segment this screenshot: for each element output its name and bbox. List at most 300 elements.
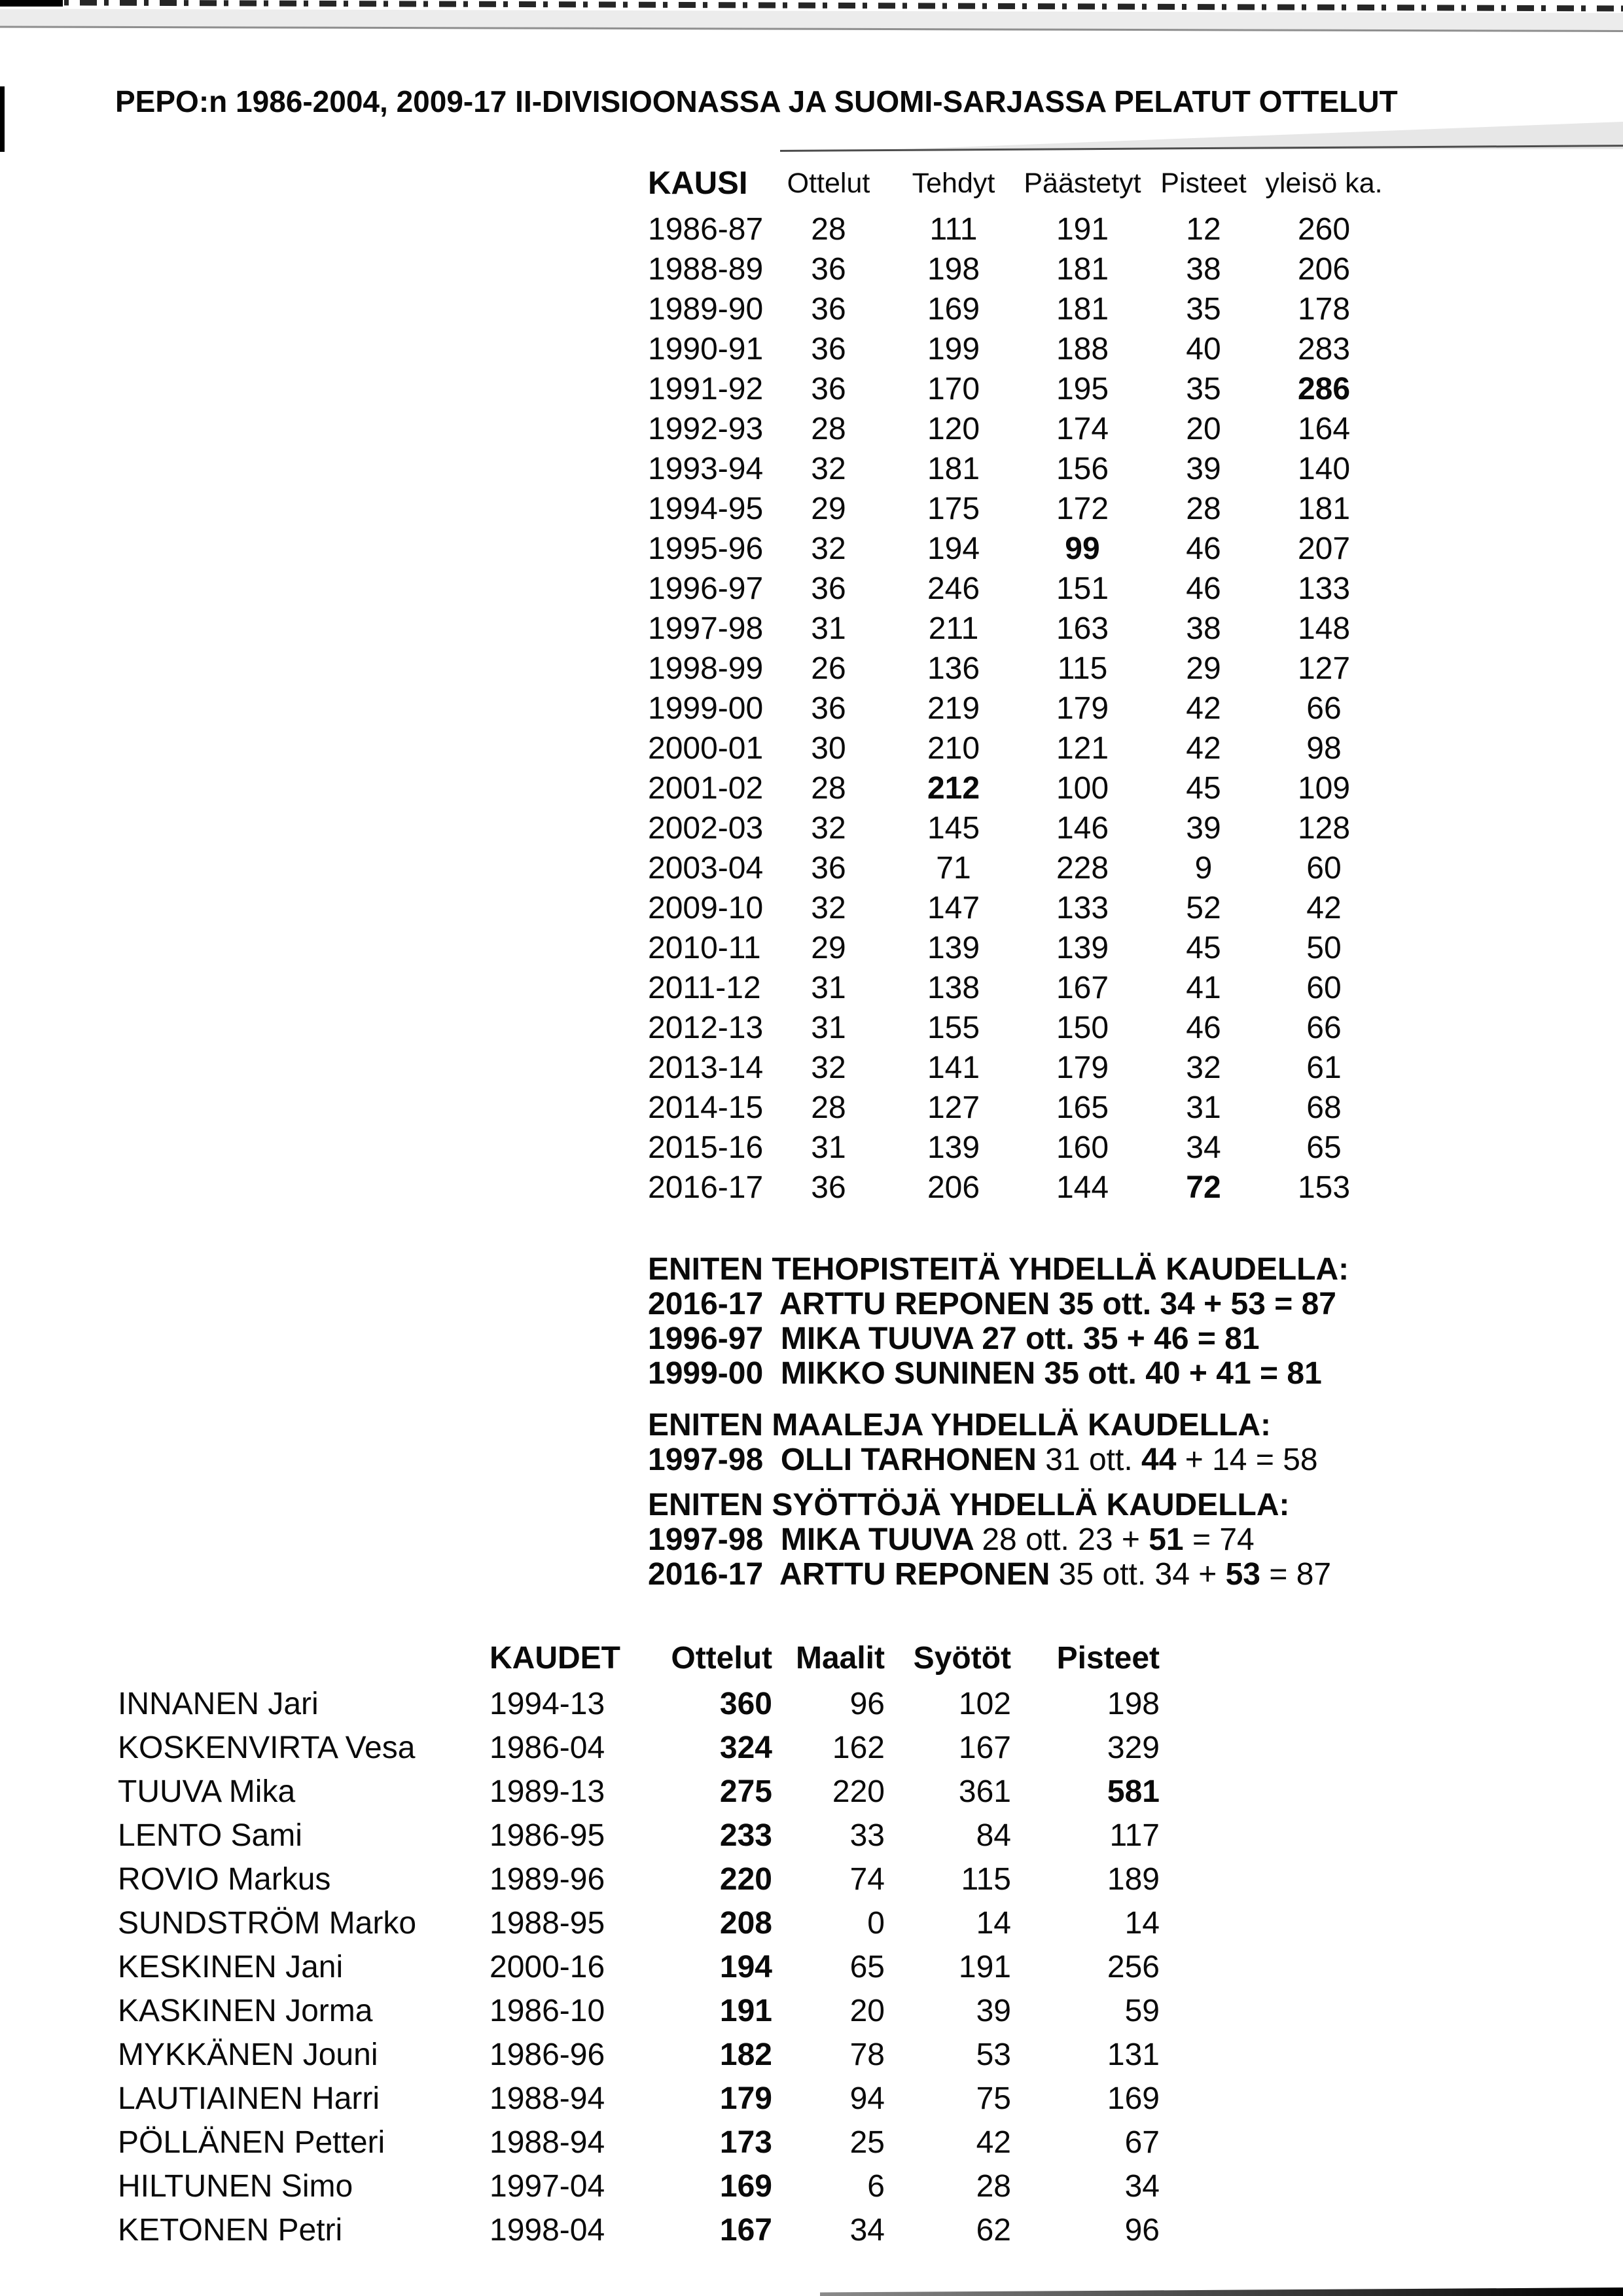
cell-pisteet: 52 bbox=[1186, 891, 1221, 925]
cell-tehdyt: 198 bbox=[927, 252, 980, 287]
cell-ottelut: 32 bbox=[811, 452, 846, 486]
career-row bbox=[118, 2164, 1160, 2208]
col-header-pisteet: Pisteet bbox=[1160, 168, 1247, 199]
cell-tehdyt: 155 bbox=[927, 1011, 980, 1045]
cell-pisteet: 38 bbox=[1186, 252, 1221, 287]
cell-pisteet: 38 bbox=[1186, 611, 1221, 646]
career-table-body bbox=[118, 1682, 1160, 2252]
section-syotot bbox=[648, 1488, 1349, 1592]
career-row bbox=[118, 2033, 1160, 2077]
record-line bbox=[648, 1287, 1349, 1321]
text-segment: 28 ott. 23 + bbox=[982, 1522, 1149, 1557]
cell-paastetyt: 165 bbox=[1056, 1090, 1109, 1125]
season-row bbox=[648, 409, 1390, 449]
season-row bbox=[648, 329, 1390, 369]
cell-ottelut: 36 bbox=[811, 372, 846, 406]
section-tehopisteet bbox=[648, 1252, 1349, 1391]
cell-pisteet: 14 bbox=[1124, 1906, 1160, 1941]
cell-pisteet: 169 bbox=[1107, 2081, 1160, 2116]
cell-paastetyt: 146 bbox=[1056, 811, 1109, 846]
career-table-header bbox=[118, 1635, 1160, 1682]
text-segment: 53 bbox=[1225, 1557, 1260, 1592]
cell-tehdyt: 71 bbox=[936, 851, 971, 886]
cell-tehdyt: 219 bbox=[927, 691, 980, 726]
cell-pisteet: 581 bbox=[1107, 1774, 1160, 1809]
cell-kaudet: 1989-13 bbox=[490, 1774, 605, 1809]
cell-kausi: 1995-96 bbox=[648, 531, 764, 566]
cell-paastetyt: 179 bbox=[1056, 1050, 1109, 1085]
career-row bbox=[118, 1901, 1160, 1945]
cell-maalit: 33 bbox=[849, 1818, 885, 1853]
cell-ottelut: 179 bbox=[719, 2081, 772, 2116]
career-table bbox=[118, 1635, 1160, 2252]
cell-ottelut: 26 bbox=[811, 651, 846, 686]
cell-name: SUNDSTRÖM Marko bbox=[118, 1906, 417, 1941]
cell-yleiso: 164 bbox=[1297, 412, 1351, 446]
cell-ottelut: 208 bbox=[719, 1906, 772, 1941]
cell-maalit: 20 bbox=[849, 1994, 885, 2028]
cell-ottelut: 173 bbox=[719, 2125, 772, 2160]
cell-yleiso: 127 bbox=[1297, 651, 1351, 686]
career-row bbox=[118, 1814, 1160, 1857]
cell-pisteet: 131 bbox=[1107, 2037, 1160, 2072]
cell-pisteet: 96 bbox=[1124, 2213, 1160, 2248]
cell-tehdyt: 138 bbox=[927, 971, 980, 1005]
cell-paastetyt: 150 bbox=[1056, 1011, 1109, 1045]
record-line bbox=[648, 1356, 1349, 1391]
cell-syotot: 75 bbox=[976, 2081, 1011, 2116]
page-title: PEPO:n 1986-2004, 2009-17 II-DIVISIOONASSA JA SUOMI-SARJASSA PELATUT OTTELUT bbox=[115, 84, 1398, 118]
cell-ottelut: 29 bbox=[811, 492, 846, 526]
cell-ottelut: 28 bbox=[811, 1090, 846, 1125]
cell-tehdyt: 175 bbox=[927, 492, 980, 526]
season-table bbox=[648, 157, 1390, 1208]
cell-paastetyt: 133 bbox=[1056, 891, 1109, 925]
season-row bbox=[648, 968, 1390, 1008]
cell-kaudet: 1988-95 bbox=[490, 1906, 605, 1941]
text-segment: = 87 bbox=[1260, 1557, 1332, 1592]
cell-paastetyt: 160 bbox=[1056, 1130, 1109, 1165]
season-row bbox=[648, 369, 1390, 409]
cell-pisteet: 40 bbox=[1186, 332, 1221, 367]
cell-tehdyt: 181 bbox=[927, 452, 980, 486]
cell-syotot: 84 bbox=[976, 1818, 1011, 1853]
cell-ottelut: 32 bbox=[811, 811, 846, 846]
cell-kaudet: 1988-94 bbox=[490, 2125, 605, 2160]
text-segment: 31 ott. bbox=[1045, 1443, 1142, 1477]
section-lines bbox=[648, 1287, 1349, 1391]
cell-kausi: 2011-12 bbox=[648, 971, 761, 1005]
cell-ottelut: 28 bbox=[811, 212, 846, 247]
section-heading: ENITEN MAALEJA YHDELLÄ KAUDELLA: bbox=[648, 1408, 1272, 1443]
cell-name: TUUVA Mika bbox=[118, 1774, 296, 1809]
cell-tehdyt: 194 bbox=[927, 531, 980, 566]
cell-yleiso: 66 bbox=[1306, 1011, 1342, 1045]
cell-tehdyt: 120 bbox=[927, 412, 980, 446]
cell-yleiso: 153 bbox=[1297, 1170, 1351, 1205]
season-table-body bbox=[648, 209, 1390, 1208]
text-segment: 1997-98 OLLI TARHONEN bbox=[648, 1443, 1046, 1477]
season-row bbox=[648, 609, 1390, 649]
cell-yleiso: 140 bbox=[1297, 452, 1351, 486]
cell-kausi: 1989-90 bbox=[648, 292, 764, 327]
cell-pisteet: 42 bbox=[1186, 731, 1221, 766]
cell-pisteet: 28 bbox=[1186, 492, 1221, 526]
cell-name: MYKKÄNEN Jouni bbox=[118, 2037, 378, 2072]
cell-yleiso: 133 bbox=[1297, 571, 1351, 606]
season-row bbox=[648, 689, 1390, 728]
cell-maalit: 220 bbox=[832, 1774, 885, 1809]
cell-ottelut: 31 bbox=[811, 1011, 846, 1045]
col-header-syotot: Syötöt bbox=[913, 1641, 1011, 1676]
career-row bbox=[118, 1989, 1160, 2033]
record-sections bbox=[648, 1252, 1349, 1592]
cell-kausi: 2016-17 bbox=[648, 1170, 764, 1205]
cell-yleiso: 181 bbox=[1297, 492, 1351, 526]
cell-tehdyt: 170 bbox=[927, 372, 980, 406]
cell-ottelut: 36 bbox=[811, 252, 846, 287]
season-row bbox=[648, 209, 1390, 249]
cell-yleiso: 98 bbox=[1306, 731, 1342, 766]
scan-artifact-left-bar bbox=[0, 86, 5, 152]
cell-paastetyt: 188 bbox=[1056, 332, 1109, 367]
cell-ottelut: 191 bbox=[719, 1994, 772, 2028]
cell-syotot: 191 bbox=[958, 1950, 1011, 1984]
career-row bbox=[118, 2077, 1160, 2121]
text-segment: 44 bbox=[1141, 1443, 1177, 1477]
season-row bbox=[648, 848, 1390, 888]
text-segment: 1997-98 MIKA TUUVA bbox=[648, 1522, 982, 1557]
cell-kausi: 1991-92 bbox=[648, 372, 764, 406]
cell-ottelut: 194 bbox=[719, 1950, 772, 1984]
col-header-maalit: Maalit bbox=[795, 1641, 885, 1676]
cell-name: KASKINEN Jorma bbox=[118, 1994, 373, 2028]
cell-ottelut: 360 bbox=[719, 1687, 772, 1721]
season-row bbox=[648, 489, 1390, 529]
cell-paastetyt: 139 bbox=[1056, 931, 1109, 965]
cell-ottelut: 36 bbox=[811, 1170, 846, 1205]
season-row bbox=[648, 808, 1390, 848]
cell-pisteet: 45 bbox=[1186, 771, 1221, 806]
cell-tehdyt: 147 bbox=[927, 891, 980, 925]
text-segment: 1996-97 MIKA TUUVA 27 ott. 35 + 46 = 81 bbox=[648, 1321, 1260, 1356]
cell-pisteet: 35 bbox=[1186, 292, 1221, 327]
cell-ottelut: 29 bbox=[811, 931, 846, 965]
cell-paastetyt: 228 bbox=[1056, 851, 1109, 886]
career-row bbox=[118, 1682, 1160, 1726]
cell-yleiso: 178 bbox=[1297, 292, 1351, 327]
career-row bbox=[118, 1770, 1160, 1814]
cell-tehdyt: 136 bbox=[927, 651, 980, 686]
cell-tehdyt: 145 bbox=[927, 811, 980, 846]
cell-tehdyt: 169 bbox=[927, 292, 980, 327]
cell-pisteet: 46 bbox=[1186, 571, 1221, 606]
cell-pisteet: 34 bbox=[1124, 2169, 1160, 2204]
cell-ottelut: 36 bbox=[811, 332, 846, 367]
text-segment: 35 ott. 34 + bbox=[1058, 1557, 1226, 1592]
cell-kausi: 1988-89 bbox=[648, 252, 764, 287]
cell-yleiso: 42 bbox=[1306, 891, 1342, 925]
cell-paastetyt: 172 bbox=[1056, 492, 1109, 526]
col-header-empty bbox=[118, 1635, 490, 1682]
section-lines bbox=[648, 1443, 1349, 1477]
cell-kaudet: 1998-04 bbox=[490, 2213, 605, 2248]
season-row bbox=[648, 449, 1390, 489]
season-row bbox=[648, 249, 1390, 289]
cell-ottelut: 28 bbox=[811, 771, 846, 806]
cell-kausi: 2013-14 bbox=[648, 1050, 764, 1085]
cell-ottelut: 169 bbox=[719, 2169, 772, 2204]
cell-pisteet: 31 bbox=[1186, 1090, 1221, 1125]
cell-syotot: 28 bbox=[976, 2169, 1011, 2204]
cell-kausi: 2000-01 bbox=[648, 731, 764, 766]
cell-paastetyt: 179 bbox=[1056, 691, 1109, 726]
record-line bbox=[648, 1522, 1349, 1557]
cell-maalit: 0 bbox=[867, 1906, 885, 1941]
cell-maalit: 78 bbox=[849, 2037, 885, 2072]
col-header-ottelut: Ottelut bbox=[787, 168, 870, 199]
cell-tehdyt: 141 bbox=[927, 1050, 980, 1085]
cell-pisteet: 59 bbox=[1124, 1994, 1160, 2028]
cell-paastetyt: 115 bbox=[1057, 651, 1108, 686]
cell-yleiso: 148 bbox=[1297, 611, 1351, 646]
cell-paastetyt: 181 bbox=[1056, 252, 1109, 287]
cell-name: INNANEN Jari bbox=[118, 1687, 319, 1721]
cell-syotot: 53 bbox=[976, 2037, 1011, 2072]
cell-tehdyt: 127 bbox=[927, 1090, 980, 1125]
cell-yleiso: 286 bbox=[1297, 372, 1351, 406]
col-header-pisteet: Pisteet bbox=[1056, 1641, 1160, 1676]
cell-pisteet: 34 bbox=[1186, 1130, 1221, 1165]
cell-pisteet: 329 bbox=[1107, 1731, 1160, 1765]
cell-ottelut: 31 bbox=[811, 971, 846, 1005]
cell-tehdyt: 139 bbox=[927, 1130, 980, 1165]
cell-pisteet: 189 bbox=[1107, 1862, 1160, 1897]
scan-artifact-top-left-mark bbox=[0, 0, 63, 7]
section-maaleja bbox=[648, 1408, 1349, 1477]
cell-yleiso: 65 bbox=[1306, 1130, 1342, 1165]
col-header-yleiso-ka: yleisö ka. bbox=[1265, 168, 1383, 199]
text-segment: 2016-17 ARTTU REPONEN 35 ott. 34 + 53 = 87 bbox=[648, 1287, 1336, 1321]
cell-kausi: 1999-00 bbox=[648, 691, 764, 726]
cell-kausi: 2002-03 bbox=[648, 811, 764, 846]
cell-syotot: 115 bbox=[961, 1862, 1011, 1897]
cell-syotot: 102 bbox=[958, 1687, 1011, 1721]
record-line bbox=[648, 1443, 1349, 1477]
cell-kausi: 2009-10 bbox=[648, 891, 764, 925]
text-segment: 51 bbox=[1149, 1522, 1184, 1557]
cell-tehdyt: 210 bbox=[927, 731, 980, 766]
cell-ottelut: 36 bbox=[811, 571, 846, 606]
season-row bbox=[648, 728, 1390, 768]
cell-tehdyt: 111 bbox=[929, 212, 978, 247]
cell-kausi: 1986-87 bbox=[648, 212, 764, 247]
scan-artifact-gray-band bbox=[0, 9, 1623, 32]
cell-maalit: 94 bbox=[849, 2081, 885, 2116]
cell-yleiso: 283 bbox=[1297, 332, 1351, 367]
cell-pisteet: 67 bbox=[1124, 2125, 1160, 2160]
cell-kausi: 2001-02 bbox=[648, 771, 764, 806]
season-row bbox=[648, 529, 1390, 569]
cell-kaudet: 1986-95 bbox=[490, 1818, 605, 1853]
text-segment: 1999-00 MIKKO SUNINEN 35 ott. 40 + 41 = 81 bbox=[648, 1356, 1322, 1391]
cell-kaudet: 1986-04 bbox=[490, 1731, 605, 1765]
cell-ottelut: 233 bbox=[719, 1818, 772, 1853]
cell-paastetyt: 191 bbox=[1056, 212, 1109, 247]
cell-yleiso: 60 bbox=[1306, 851, 1342, 886]
cell-pisteet: 32 bbox=[1186, 1050, 1221, 1085]
col-header-tehdyt: Tehdyt bbox=[912, 168, 995, 199]
cell-yleiso: 206 bbox=[1297, 252, 1351, 287]
cell-ottelut: 32 bbox=[811, 891, 846, 925]
cell-tehdyt: 139 bbox=[927, 931, 980, 965]
cell-pisteet: 20 bbox=[1186, 412, 1221, 446]
text-segment: + 14 = 58 bbox=[1176, 1443, 1318, 1477]
col-header-kausi: KAUSI bbox=[648, 166, 748, 201]
season-row bbox=[648, 569, 1390, 609]
cell-kausi: 1998-99 bbox=[648, 651, 764, 686]
cell-ottelut: 30 bbox=[811, 731, 846, 766]
cell-ottelut: 36 bbox=[811, 292, 846, 327]
cell-pisteet: 72 bbox=[1186, 1170, 1221, 1205]
col-header-ottelut: Ottelut bbox=[671, 1641, 772, 1676]
cell-kausi: 1992-93 bbox=[648, 412, 764, 446]
cell-name: HILTUNEN Simo bbox=[118, 2169, 353, 2204]
cell-maalit: 74 bbox=[849, 1862, 885, 1897]
col-header-kaudet: KAUDET bbox=[490, 1641, 620, 1676]
cell-name: LENTO Sami bbox=[118, 1818, 302, 1853]
season-row bbox=[648, 888, 1390, 928]
cell-kausi: 1996-97 bbox=[648, 571, 764, 606]
cell-kausi: 1990-91 bbox=[648, 332, 764, 367]
text-segment: 2016-17 ARTTU REPONEN bbox=[648, 1557, 1059, 1592]
cell-kausi: 2012-13 bbox=[648, 1011, 764, 1045]
cell-syotot: 361 bbox=[958, 1774, 1011, 1809]
cell-ottelut: 32 bbox=[811, 531, 846, 566]
cell-tehdyt: 206 bbox=[927, 1170, 980, 1205]
cell-ottelut: 31 bbox=[811, 611, 846, 646]
cell-name: KETONEN Petri bbox=[118, 2213, 343, 2248]
season-table-header bbox=[648, 157, 1390, 209]
cell-kaudet: 2000-16 bbox=[490, 1950, 605, 1984]
cell-pisteet: 29 bbox=[1186, 651, 1221, 686]
cell-kausi: 2015-16 bbox=[648, 1130, 764, 1165]
season-row bbox=[648, 649, 1390, 689]
cell-ottelut: 324 bbox=[719, 1731, 772, 1765]
cell-pisteet: 39 bbox=[1186, 452, 1221, 486]
cell-paastetyt: 99 bbox=[1065, 531, 1100, 566]
cell-pisteet: 45 bbox=[1186, 931, 1221, 965]
season-row bbox=[648, 1088, 1390, 1128]
section-lines bbox=[648, 1522, 1349, 1592]
career-row bbox=[118, 2208, 1160, 2252]
cell-kausi: 2010-11 bbox=[648, 931, 761, 965]
section-heading: ENITEN SYÖTTÖJÄ YHDELLÄ KAUDELLA: bbox=[648, 1488, 1290, 1522]
cell-paastetyt: 121 bbox=[1056, 731, 1109, 766]
cell-paastetyt: 163 bbox=[1056, 611, 1109, 646]
cell-pisteet: 12 bbox=[1186, 212, 1221, 247]
cell-kausi: 2003-04 bbox=[648, 851, 764, 886]
cell-tehdyt: 199 bbox=[927, 332, 980, 367]
cell-maalit: 96 bbox=[849, 1687, 885, 1721]
cell-pisteet: 35 bbox=[1186, 372, 1221, 406]
cell-kausi: 1993-94 bbox=[648, 452, 764, 486]
season-row bbox=[648, 1128, 1390, 1168]
cell-ottelut: 32 bbox=[811, 1050, 846, 1085]
cell-yleiso: 260 bbox=[1297, 212, 1351, 247]
cell-kaudet: 1994-13 bbox=[490, 1687, 605, 1721]
cell-maalit: 25 bbox=[849, 2125, 885, 2160]
cell-kaudet: 1986-10 bbox=[490, 1994, 605, 2028]
cell-pisteet: 256 bbox=[1107, 1950, 1160, 1984]
cell-ottelut: 36 bbox=[811, 851, 846, 886]
cell-kaudet: 1988-94 bbox=[490, 2081, 605, 2116]
cell-name: PÖLLÄNEN Petteri bbox=[118, 2125, 385, 2160]
cell-yleiso: 66 bbox=[1306, 691, 1342, 726]
cell-yleiso: 61 bbox=[1306, 1050, 1342, 1085]
cell-yleiso: 50 bbox=[1306, 931, 1342, 965]
cell-yleiso: 60 bbox=[1306, 971, 1342, 1005]
cell-yleiso: 128 bbox=[1297, 811, 1351, 846]
cell-paastetyt: 167 bbox=[1056, 971, 1109, 1005]
cell-name: ROVIO Markus bbox=[118, 1862, 331, 1897]
career-row bbox=[118, 2121, 1160, 2164]
section-heading: ENITEN TEHOPISTEITÄ YHDELLÄ KAUDELLA: bbox=[648, 1252, 1349, 1287]
cell-pisteet: 46 bbox=[1186, 531, 1221, 566]
cell-pisteet: 46 bbox=[1186, 1011, 1221, 1045]
cell-paastetyt: 156 bbox=[1056, 452, 1109, 486]
cell-paastetyt: 195 bbox=[1056, 372, 1109, 406]
cell-paastetyt: 151 bbox=[1056, 571, 1109, 606]
cell-yleiso: 109 bbox=[1297, 771, 1351, 806]
cell-pisteet: 9 bbox=[1194, 851, 1213, 886]
cell-maalit: 162 bbox=[832, 1731, 885, 1765]
season-row bbox=[648, 768, 1390, 808]
cell-name: KOSKENVIRTA Vesa bbox=[118, 1731, 416, 1765]
cell-name: LAUTIAINEN Harri bbox=[118, 2081, 380, 2116]
cell-pisteet: 39 bbox=[1186, 811, 1221, 846]
cell-pisteet: 198 bbox=[1107, 1687, 1160, 1721]
career-row bbox=[118, 1857, 1160, 1901]
cell-ottelut: 220 bbox=[719, 1862, 772, 1897]
cell-paastetyt: 181 bbox=[1056, 292, 1109, 327]
cell-kaudet: 1997-04 bbox=[490, 2169, 605, 2204]
cell-tehdyt: 212 bbox=[927, 771, 980, 806]
cell-ottelut: 36 bbox=[811, 691, 846, 726]
cell-maalit: 65 bbox=[849, 1950, 885, 1984]
cell-syotot: 62 bbox=[976, 2213, 1011, 2248]
col-header-paastetyt: Päästetyt bbox=[1024, 168, 1141, 199]
cell-pisteet: 42 bbox=[1186, 691, 1221, 726]
cell-tehdyt: 211 bbox=[928, 611, 979, 646]
cell-maalit: 34 bbox=[849, 2213, 885, 2248]
cell-paastetyt: 174 bbox=[1056, 412, 1109, 446]
cell-syotot: 42 bbox=[976, 2125, 1011, 2160]
season-row bbox=[648, 1008, 1390, 1048]
cell-kaudet: 1986-96 bbox=[490, 2037, 605, 2072]
cell-kausi: 1994-95 bbox=[648, 492, 764, 526]
season-row bbox=[648, 1168, 1390, 1208]
cell-ottelut: 28 bbox=[811, 412, 846, 446]
cell-yleiso: 68 bbox=[1306, 1090, 1342, 1125]
cell-pisteet: 117 bbox=[1109, 1818, 1160, 1853]
season-row bbox=[648, 928, 1390, 968]
text-segment: = 74 bbox=[1183, 1522, 1255, 1557]
cell-paastetyt: 100 bbox=[1056, 771, 1109, 806]
scan-artifact-bottom-edge bbox=[820, 2287, 1623, 2296]
cell-syotot: 39 bbox=[976, 1994, 1011, 2028]
cell-tehdyt: 246 bbox=[927, 571, 980, 606]
